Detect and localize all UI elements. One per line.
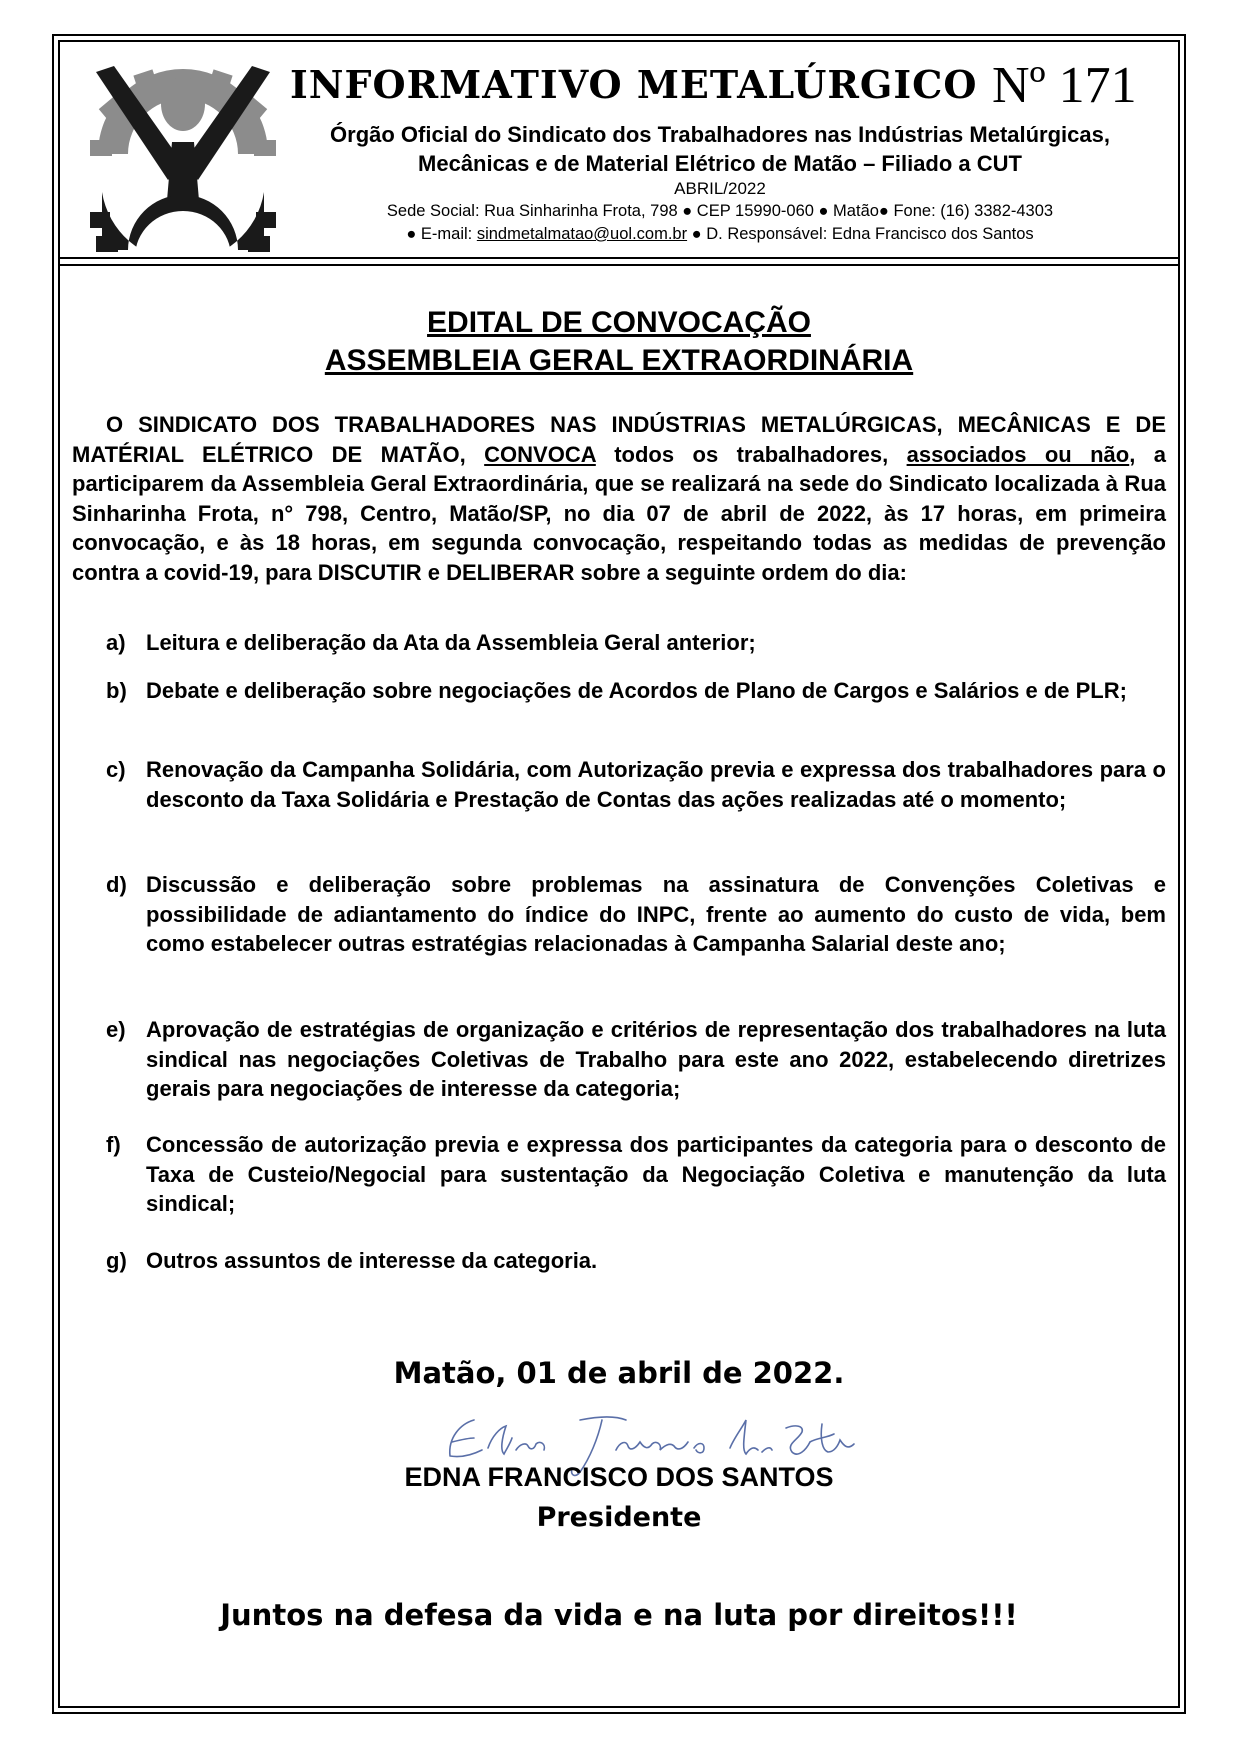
issue-number: Nº 171	[992, 57, 1137, 114]
agenda-letter: g)	[106, 1248, 127, 1273]
agenda-letter: b)	[106, 678, 127, 703]
agenda-letter: e)	[106, 1017, 126, 1042]
agenda-text: Aprovação de estratégias de organização e critérios de representação dos trabalhadores na luta sindical nas negociações Coletivas de Trabalho para este ano 2022, estabelecendo diretrizes gerais para negociações de interesse da categoria;	[146, 1017, 1166, 1101]
header-divider	[58, 257, 1180, 259]
address-line: Sede Social: Rua Sinharinha Frota, 798 ● CEP 15990-060 ● Matão● Fone: (16) 3382-4303	[386, 202, 1054, 220]
agenda-text: Discussão e deliberação sobre problemas na assinatura de Convenções Coletivas e possibilidade de adiantamento do índice do INPC, frente ao aumento do custo de vida, bem como estabelecer outras estratégias relacionadas à Campanha Salarial deste ano;	[146, 872, 1166, 956]
issue-date: ABRIL/2022	[674, 179, 766, 198]
agenda-text: Leitura e deliberação da Ata da Assembleia Geral anterior;	[146, 630, 756, 655]
assembly-title: ASSEMBLEIA GERAL EXTRAORDINÁRIA	[324, 344, 914, 377]
edital-title: EDITAL DE CONVOCAÇÃO	[427, 306, 811, 339]
agenda-letter: f)	[106, 1132, 121, 1157]
intro-associados: associados ou não	[906, 441, 1130, 467]
agenda-text: Debate e deliberação sobre negociações de Acordos de Plano de Cargos e Salários e de PLR;	[146, 678, 1127, 703]
newsletter-title: INFORMATIVO METALÚRGICO	[290, 62, 978, 107]
union-logo-icon	[88, 62, 278, 252]
agenda-text: Renovação da Campanha Solidária, com Autorização previa e expressa dos trabalhadores para o desconto da Taxa Solidária e Prestação de Contas das ações realizadas até o momento;	[146, 757, 1166, 812]
agenda-letter: a)	[106, 630, 126, 655]
masthead	[290, 56, 1160, 114]
agenda-text: Concessão de autorização previa e expressa dos participantes da categoria para o desconto de Taxa de Custeio/Negocial para sustentação da Negociação Coletiva e manutenção da luta sindical;	[146, 1132, 1166, 1216]
org-line-1: Órgão Oficial do Sindicato dos Trabalhadores nas Indústrias Metalúrgicas,	[330, 122, 1110, 147]
signer-name: EDNA FRANCISCO DOS SANTOS	[404, 1462, 834, 1492]
email-line	[260, 225, 1180, 244]
responsible-text: ● D. Responsável: Edna Francisco dos Santos	[687, 225, 1034, 243]
header-divider-double	[58, 264, 1180, 266]
intro-text-2: todos os trabalhadores,	[595, 441, 907, 467]
org-line-2: Mecânicas e de Material Elétrico de Matão – Filiado a CUT	[418, 151, 1022, 176]
convocation-paragraph	[72, 410, 1166, 587]
slogan: Juntos na defesa da vida e na luta por direitos!!!	[220, 1598, 1018, 1632]
place-date: Matão, 01 de abril de 2022.	[393, 1356, 845, 1390]
agenda-letter: c)	[106, 757, 126, 782]
email-link[interactable]: sindmetalmatao@uol.com.br	[476, 225, 688, 243]
intro-text-1: O SINDICATO DOS TRABALHADORES NAS INDÚSTRIAS METALÚRGICAS, MECÂNICAS E DE MATÉRIAL ELÉTRICO DE MATÃO,	[72, 412, 1166, 467]
intro-text-3: , a participarem da Assembleia Geral Extraordinária, que se realizará na sede do Sindicato localizada à Rua Sinharinha Frota, n° 798, Centro, Matão/SP, no dia 07 de abril de 2022, às 17 horas, em primeira convocação, e às 18 horas, em segunda convocação, respeitando todas as medidas de prevenção contra a covid-19, para DISCUTIR e DELIBERAR sobre a seguinte ordem do dia:	[72, 441, 1166, 585]
agenda-text: Outros assuntos de interesse da categoria.	[146, 1248, 598, 1273]
intro-convoca: CONVOCA	[484, 441, 596, 467]
email-prefix: ● E-mail:	[406, 225, 477, 243]
signer-role: Presidente	[536, 1502, 702, 1533]
agenda-letter: d)	[106, 872, 127, 897]
